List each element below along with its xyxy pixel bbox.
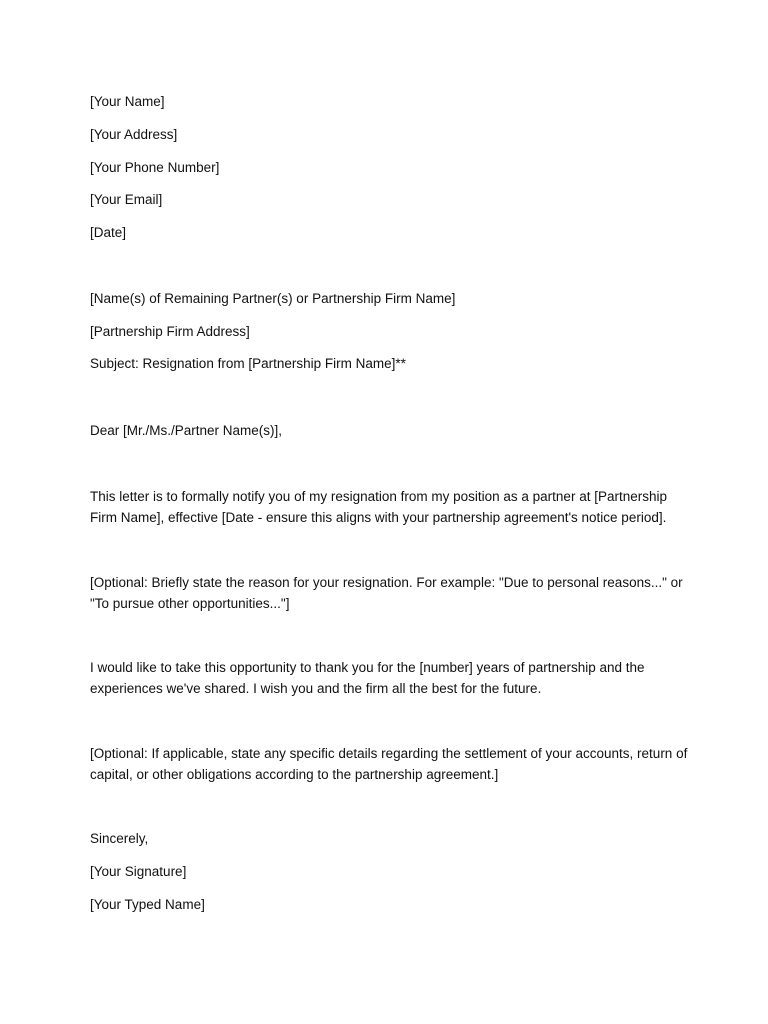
letter-subject: Subject: Resignation from [Partnership Firm Name]**: [90, 356, 406, 371]
sender-email: [Your Email]: [90, 192, 163, 207]
typed-name: [Your Typed Name]: [90, 897, 205, 912]
sender-phone: [Your Phone Number]: [90, 160, 220, 175]
letter-date: [Date]: [90, 225, 127, 240]
body-paragraph-thanks: I would like to take this opportunity to thank you for the [number] years of partnership and the experiences we've shared. I wish you and the firm all the best for the future.: [90, 660, 645, 696]
body-paragraph-reason: [Optional: Briefly state the reason for your resignation. For example: "Due to personal reasons..." or "To pursue other opportunities..."]: [90, 575, 683, 611]
body-paragraph-settlement: [Optional: If applicable, state any specific details regarding the settlement of your accounts, return of capital, or other obligations according to the partnership agreement.]: [90, 746, 688, 782]
recipient-name: [Name(s) of Remaining Partner(s) or Partnership Firm Name]: [90, 291, 456, 306]
salutation: Dear [Mr./Ms./Partner Name(s)],: [90, 423, 283, 438]
sender-name: [Your Name]: [90, 94, 165, 109]
recipient-address: [Partnership Firm Address]: [90, 324, 250, 339]
signature: [Your Signature]: [90, 864, 187, 879]
body-paragraph-notice: This letter is to formally notify you of my resignation from my position as a partner at [Partnership Firm Name], effective [Date - ensure this aligns with your partnership agreement's notice period].: [90, 489, 667, 525]
valediction: Sincerely,: [90, 831, 149, 846]
sender-address: [Your Address]: [90, 127, 178, 142]
